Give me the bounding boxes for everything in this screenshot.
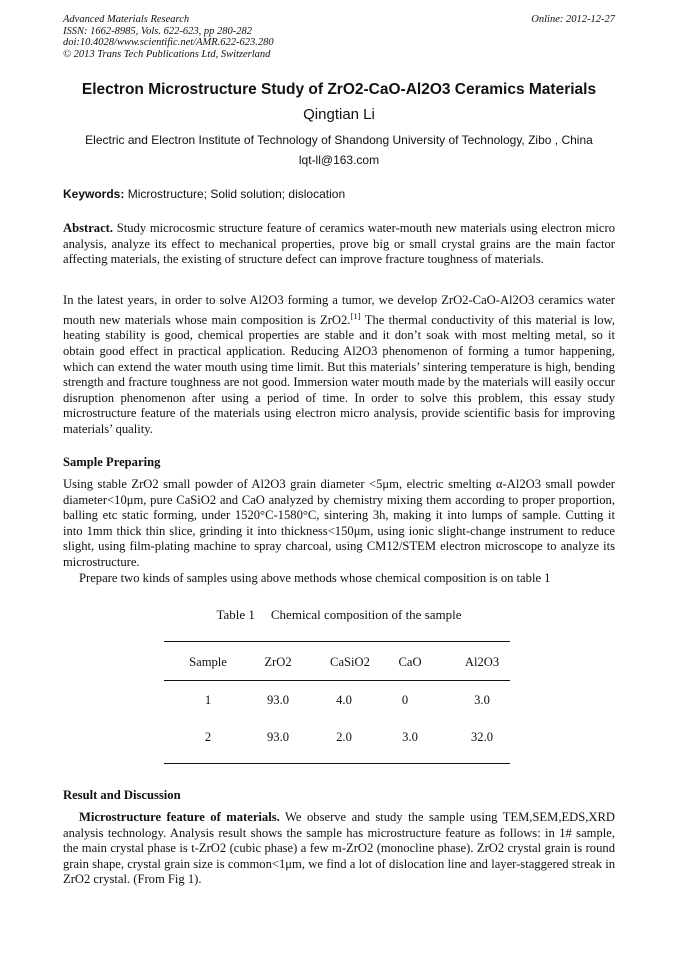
- author-name: Qingtian Li: [303, 106, 375, 123]
- paper-title: Electron Microstructure Study of ZrO2-CaO-Al2O3 Ceramics Materials: [81, 81, 597, 98]
- intro-text-2: The thermal conductivity of this material is low, heating stability is good, chemical properties are stable and it don’t soak with most melting metal, so it obtain good effect in practical application. Reducing Al2O3 phenomenon of forming a tumor happening, which can extend the water mouth using time limit. But this materials’ sintering temperature is high, bending strength and fracture toughness are not good. Immersion water mouth made by the materials will easily occur disruption phenomenon after using a period of time. In order to solve this problem, this essay study microstructure feature of the materials using electron micro analysis, provide scientific basis for improving materials’ quality.: [63, 312, 615, 436]
- table-cell: 93.0: [266, 693, 290, 707]
- table-cell: 4.0: [336, 693, 352, 707]
- results-paragraph: [63, 810, 615, 888]
- table-cell: 3.0: [402, 730, 418, 744]
- table-cell: 32.0: [470, 730, 494, 744]
- table-caption: [0, 607, 678, 623]
- citation-ref: [1]: [350, 310, 361, 321]
- table-top-rule: [164, 641, 510, 642]
- online-date: Online: 2012-12-27: [531, 14, 615, 25]
- doi-line: doi:10.4028/www.scientific.net/AMR.622-623.280: [63, 37, 274, 48]
- section-heading-sample-preparing: Sample Preparing: [63, 455, 161, 469]
- table-cell: 93.0: [266, 730, 290, 744]
- table-header-rule: [164, 680, 510, 681]
- results-text: We observe and study the sample using TEM,SEM,EDS,XRD analysis technology. Analysis result shows the sample has microstructure feature as follows: in 1# sample, the main crystal phase is t-ZrO2 (cubic phase) a few m-ZrO2 (monocline phase). ZrO2 crystal grain is round grain shape, crystal grain size is common<1μm, we find a lot of dislocation line and layer-staggered streak in ZrO2 crystal. (From Fig 1).: [63, 810, 615, 887]
- results-lead: Microstructure feature of materials.: [79, 810, 280, 824]
- table-bottom-rule: [164, 763, 510, 764]
- keywords-text: Microstructure; Solid solution; dislocation: [124, 187, 346, 201]
- table-caption-text: Chemical composition of the sample: [270, 607, 462, 622]
- table-cell: 0: [401, 693, 409, 707]
- author-email[interactable]: lqt-ll@163.com: [298, 153, 380, 167]
- issn-line: ISSN: 1662-8985, Vols. 622-623, pp 280-282: [63, 25, 252, 37]
- abstract-paragraph: [63, 221, 615, 268]
- table-header-cell: CaSiO2: [330, 655, 370, 669]
- keywords: [63, 187, 345, 201]
- section-heading-results: Result and Discussion: [63, 788, 181, 802]
- copyright-line: © 2013 Trans Tech Publications Ltd, Switzerland: [63, 48, 271, 60]
- table-cell: 1: [204, 693, 212, 707]
- abstract-label: Abstract.: [63, 221, 114, 235]
- table-header-cell: CaO: [398, 655, 422, 669]
- journal-header: [63, 14, 615, 60]
- intro-text-1: In the latest years, in order to solve Al2O3 forming a tumor, we develop ZrO2-CaO-Al2O3 ceramics water mouth new materials whose main composition is ZrO2.: [63, 293, 615, 327]
- table-header-cell: Al2O3: [464, 655, 500, 669]
- table-header-cell: ZrO2: [264, 655, 292, 669]
- abstract-text: Study microcosmic structure feature of ceramics water-mouth new materials using electron micro analysis, analyze its effect to mechanical properties, prove big or small crystal grains are the main factor affecting materials, the existing of structure defect can improve fracture toughness of materials.: [63, 221, 615, 267]
- sample-preparing-note: Prepare two kinds of samples using above methods whose chemical composition is on table 1: [79, 571, 551, 585]
- intro-paragraph: [63, 293, 615, 438]
- journal-name: Advanced Materials Research: [63, 14, 190, 25]
- table-caption-label: Table 1: [216, 607, 255, 622]
- sample-preparing-paragraph: Using stable ZrO2 small powder of Al2O3 grain diameter <5μm, electric smelting α-Al2O3 small powder diameter<10μm, pure CaSiO2 and CaO analyzed by chemistry mixing them according to proper proportion, balling etc static forming, under 1520°C-1580°C, sintering 3h, making it into lumps of sample. Cutting it into 1mm thick thin slice, grinding it into thickness<150μm, using ionic slight-change instrument to reduce slight, using film-plating machine to spray charcoal, using CM12/STEM electron microscope to analyze its microstructure.: [63, 477, 615, 569]
- affiliation: Electric and Electron Institute of Technology of Shandong University of Technology, Zibo , China: [85, 133, 593, 147]
- table-cell: 2: [204, 730, 212, 744]
- keywords-label: Keywords:: [63, 187, 125, 201]
- table-cell: 3.0: [474, 693, 490, 707]
- table-cell: 2.0: [336, 730, 352, 744]
- table-header-cell: Sample: [189, 655, 227, 669]
